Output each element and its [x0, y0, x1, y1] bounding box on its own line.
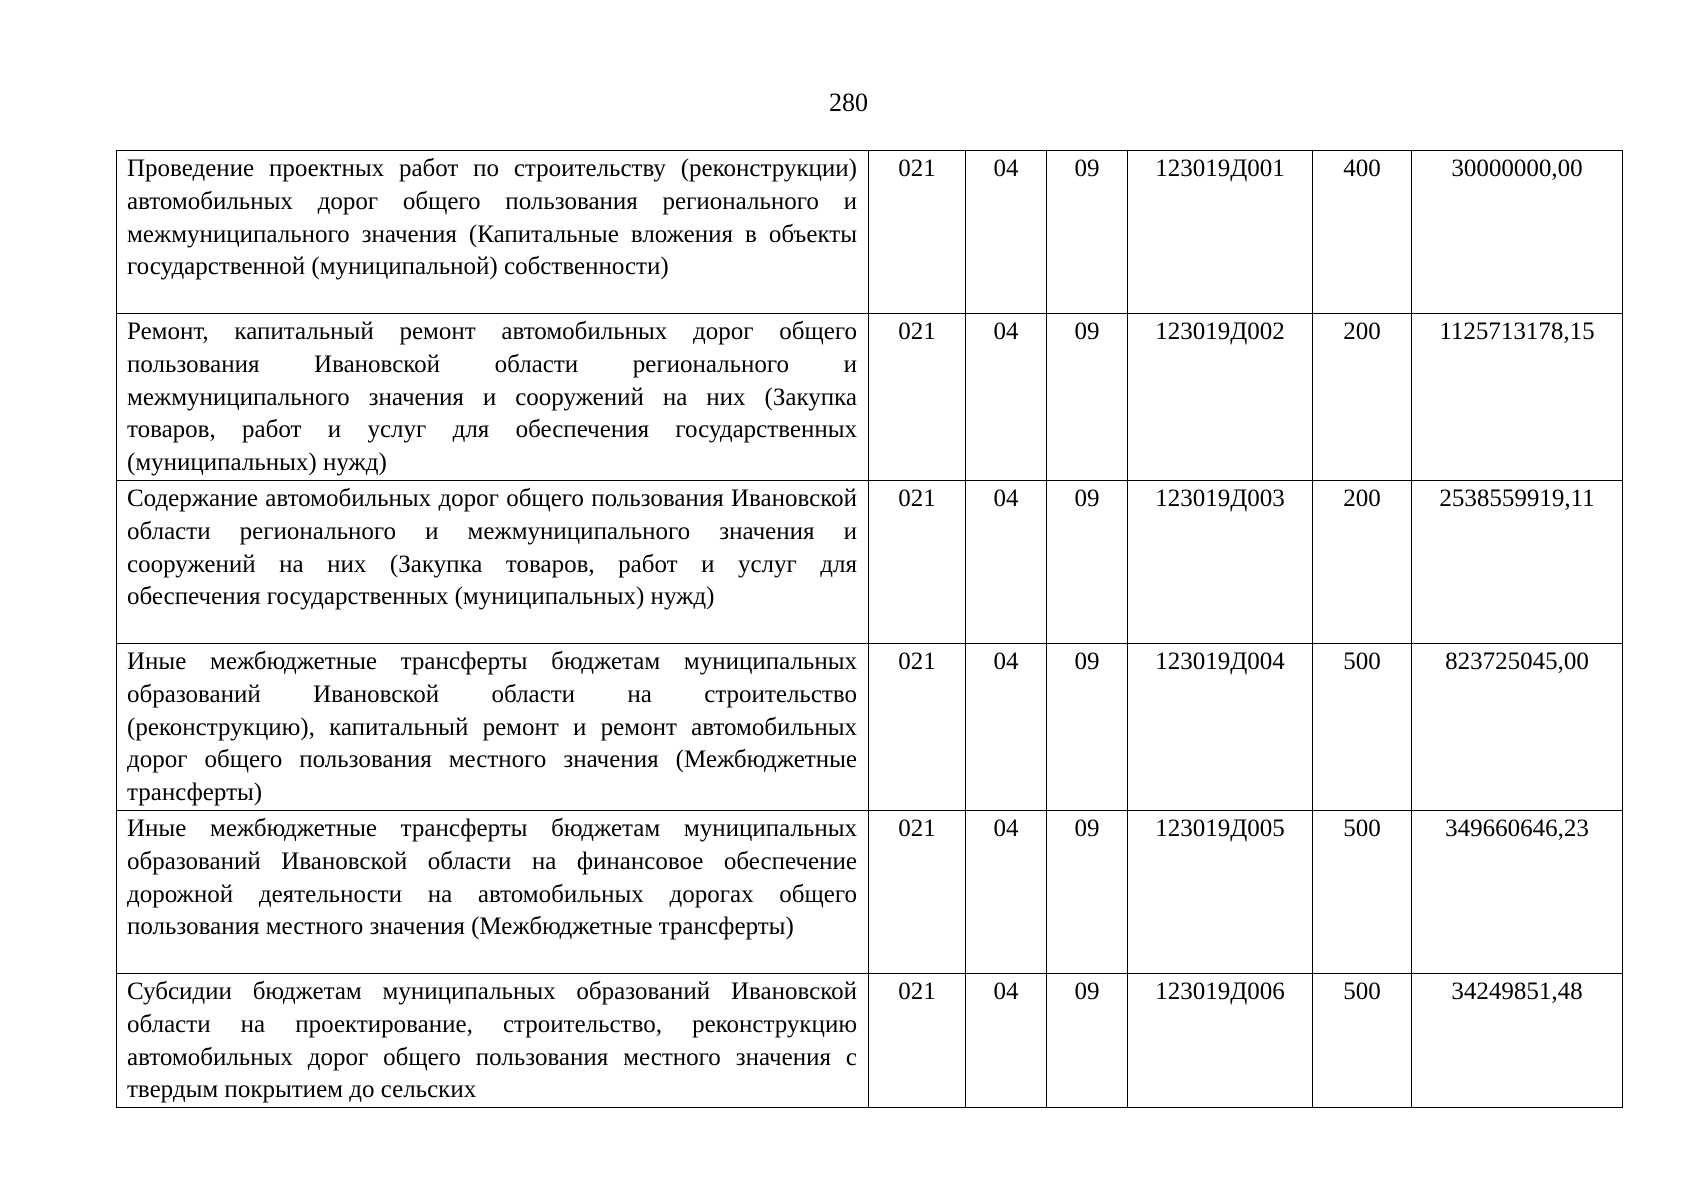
target-article-cell: 123019Д003	[1128, 480, 1313, 643]
expense-name-cell: Проведение проектных работ по строительству (реконструкции) автомобильных дорог общего пользования регионального и межмуниципального значения (Капитальные вложения в объекты государственной (муниципальной) собственности)	[117, 151, 869, 314]
section-code-cell: 04	[966, 314, 1047, 481]
expense-name-cell: Иные межбюджетные трансферты бюджетам муниципальных образований Ивановской области на финансовое обеспечение дорожной деятельности на автомобильных дорогах общего пользования местного значения (Межбюджетные трансферты)	[117, 810, 869, 973]
page-number: 280	[829, 88, 868, 117]
expense-type-cell: 500	[1313, 810, 1412, 973]
amount-cell: 2538559919,11	[1412, 480, 1623, 643]
section-code-cell: 04	[966, 480, 1047, 643]
ministry-code-cell: 021	[869, 151, 966, 314]
ministry-code-cell: 021	[869, 810, 966, 973]
subsection-code-cell: 09	[1047, 643, 1128, 810]
expense-name-cell: Субсидии бюджетам муниципальных образований Ивановской области на проектирование, строительство, реконструкцию автомобильных дорог общего пользования местного значения с твердым покрытием до сельских	[117, 973, 869, 1107]
ministry-code-cell: 021	[869, 480, 966, 643]
subsection-code-cell: 09	[1047, 973, 1128, 1107]
ministry-code-cell: 021	[869, 314, 966, 481]
section-code-cell: 04	[966, 643, 1047, 810]
amount-cell: 1125713178,15	[1412, 314, 1623, 481]
section-code-cell: 04	[966, 810, 1047, 973]
table-row	[117, 810, 1623, 973]
expense-type-cell: 500	[1313, 643, 1412, 810]
target-article-cell: 123019Д006	[1128, 973, 1313, 1107]
amount-cell: 30000000,00	[1412, 151, 1623, 314]
table-row	[117, 151, 1623, 314]
expense-name-cell: Содержание автомобильных дорог общего пользования Ивановской области регионального и межмуниципального значения и сооружений на них (Закупка товаров, работ и услуг для обеспечения государственных (муниципальных) нужд)	[117, 480, 869, 643]
amount-cell: 34249851,48	[1412, 973, 1623, 1107]
target-article-cell: 123019Д005	[1128, 810, 1313, 973]
amount-cell: 823725045,00	[1412, 643, 1623, 810]
expense-name-cell: Ремонт, капитальный ремонт автомобильных дорог общего пользования Ивановской области регионального и межмуниципального значения и сооружений на них (Закупка товаров, работ и услуг для обеспечения государственных (муниципальных) нужд)	[117, 314, 869, 481]
subsection-code-cell: 09	[1047, 480, 1128, 643]
expense-type-cell: 400	[1313, 151, 1412, 314]
target-article-cell: 123019Д001	[1128, 151, 1313, 314]
ministry-code-cell: 021	[869, 973, 966, 1107]
subsection-code-cell: 09	[1047, 151, 1128, 314]
amount-cell: 349660646,23	[1412, 810, 1623, 973]
budget-table	[116, 150, 1623, 1108]
expense-type-cell: 200	[1313, 480, 1412, 643]
table-row	[117, 480, 1623, 643]
section-code-cell: 04	[966, 973, 1047, 1107]
target-article-cell: 123019Д002	[1128, 314, 1313, 481]
expense-name-cell: Иные межбюджетные трансферты бюджетам муниципальных образований Ивановской области на строительство (реконструкцию), капитальный ремонт и ремонт автомобильных дорог общего пользования местного значения (Межбюджетные трансферты)	[117, 643, 869, 810]
table-row	[117, 314, 1623, 481]
expense-type-cell: 200	[1313, 314, 1412, 481]
table-row	[117, 643, 1623, 810]
section-code-cell: 04	[966, 151, 1047, 314]
ministry-code-cell: 021	[869, 643, 966, 810]
subsection-code-cell: 09	[1047, 810, 1128, 973]
table-row	[117, 973, 1623, 1107]
expense-type-cell: 500	[1313, 973, 1412, 1107]
target-article-cell: 123019Д004	[1128, 643, 1313, 810]
subsection-code-cell: 09	[1047, 314, 1128, 481]
